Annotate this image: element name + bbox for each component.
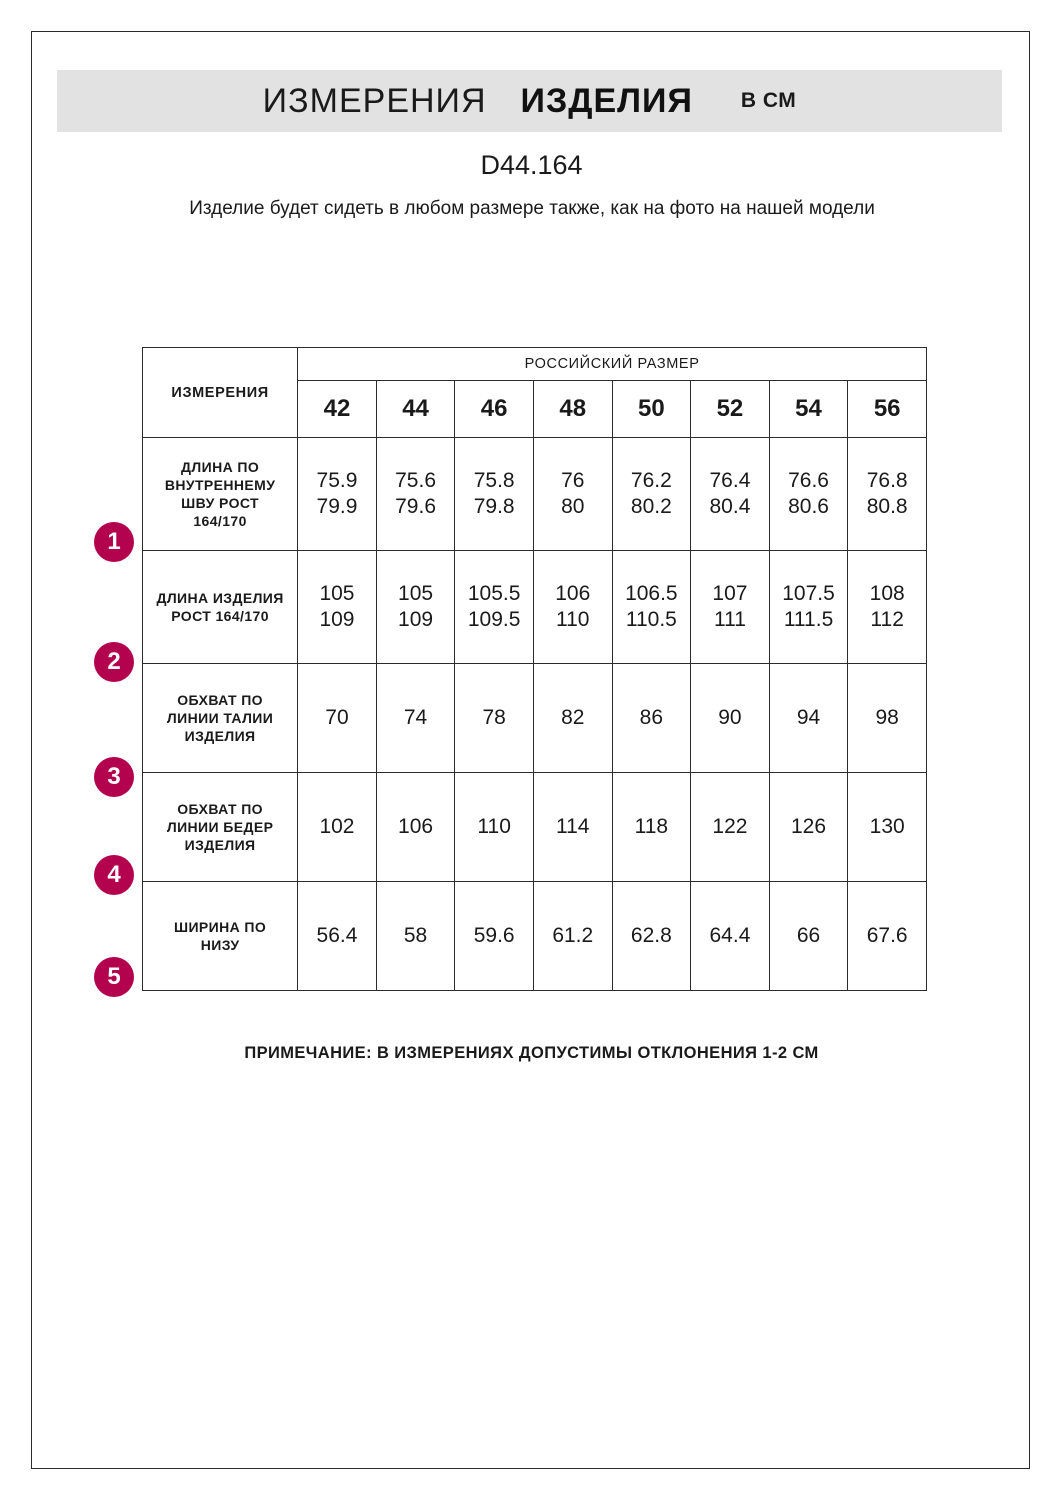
column-header-size-44: 44 [376,381,455,438]
cell-r2-c44 [376,551,455,664]
table-row [143,882,927,991]
fit-subtitle: Изделие будет сидеть в любом размере также, как на фото на нашей модели [189,198,875,219]
row-label-inseam-length: ДЛИНА ПО ВНУТРЕННЕМУ ШВУ РОСТ 164/170 [143,438,298,551]
cell-r2-c46 [455,551,534,664]
cell-r1-c56 [848,438,927,551]
cell-value-top: 105.5 [467,582,521,605]
cell-r5-c56: 67.6 [848,882,927,991]
cell-r4-c54: 126 [769,773,848,882]
cell-r5-c46: 59.6 [455,882,534,991]
table-row [143,551,927,664]
table-group-header-row [143,348,927,381]
column-header-size-52: 52 [691,381,770,438]
row-label-product-length: ДЛИНА ИЗДЕЛИЯ РОСТ 164/170 [143,551,298,664]
cell-r2-c42 [298,551,377,664]
cell-r1-c44 [376,438,455,551]
page-title-product: ИЗДЕЛИЯ [520,81,693,120]
row-label-hip-girth: ОБХВАТ ПО ЛИНИИ БЕДЕР ИЗДЕЛИЯ [143,773,298,882]
cell-r3-c54: 94 [769,664,848,773]
row-marker-5: 5 [94,957,134,997]
cell-r3-c50: 86 [612,664,691,773]
cell-r4-c56: 130 [848,773,927,882]
cell-r3-c42: 70 [298,664,377,773]
cell-r2-c54 [769,551,848,664]
column-header-measurements: ИЗМЕРЕНИЯ [143,348,298,438]
cell-r2-c48 [533,551,612,664]
cell-value-bottom: 109.5 [467,608,521,631]
cell-value-bottom: 80.4 [709,495,751,518]
cell-r5-c48: 61.2 [533,882,612,991]
cell-r4-c46: 110 [455,773,534,882]
cell-value-top: 105 [398,582,434,605]
units-label: В СМ [740,89,797,112]
cell-value-bottom: 112 [870,608,904,631]
row-label-bottom-width: ШИРИНА ПО НИЗУ [143,882,298,991]
cell-value-top: 76.2 [630,469,672,492]
cell-value-bottom: 109 [398,608,434,631]
cell-r4-c52: 122 [691,773,770,882]
cell-value-top: 106 [555,582,591,605]
row-marker-4: 4 [94,855,134,895]
cell-r5-c52: 64.4 [691,882,770,991]
row-marker-1: 1 [94,522,134,562]
cell-r4-c42: 102 [298,773,377,882]
cell-value-top: 75.9 [316,469,358,492]
table-row [143,773,927,882]
cell-value-top: 107.5 [782,582,835,605]
cell-value-bottom: 80.8 [866,495,908,518]
cell-value-top: 75.8 [473,469,515,492]
cell-value-top: 76.6 [788,469,829,492]
column-header-size-42: 42 [298,381,377,438]
cell-value-bottom: 111.5 [783,608,834,631]
column-header-size-46: 46 [455,381,534,438]
cell-r1-c54 [769,438,848,551]
product-code: D44.164 [480,150,583,180]
cell-value-top: 107 [712,582,748,605]
cell-value-top: 106.5 [625,582,678,605]
cell-value-bottom: 109 [319,608,355,631]
cell-r5-c50: 62.8 [612,882,691,991]
size-table-wrapper [142,347,927,991]
column-header-size-56: 56 [848,381,927,438]
cell-r2-c52 [691,551,770,664]
column-header-size-48: 48 [533,381,612,438]
column-header-size-54: 54 [769,381,848,438]
cell-r1-c48 [533,438,612,551]
cell-r3-c46: 78 [455,664,534,773]
cell-r5-c54: 66 [769,882,848,991]
cell-value-top: 76 [561,469,585,492]
cell-value-top: 105 [319,582,355,605]
cell-r5-c44: 58 [376,882,455,991]
cell-r2-c50 [612,551,691,664]
cell-value-bottom: 79.6 [395,495,436,518]
cell-value-bottom: 110.5 [625,608,677,631]
cell-value-bottom: 80.6 [788,495,829,518]
table-row [143,438,927,551]
cell-r3-c48: 82 [533,664,612,773]
cell-value-bottom: 80 [561,495,585,518]
cell-r1-c42 [298,438,377,551]
cell-value-bottom: 79.9 [316,495,358,518]
cell-value-bottom: 110 [556,608,590,631]
column-header-size-50: 50 [612,381,691,438]
cell-value-top: 76.4 [709,469,751,492]
cell-value-bottom: 79.8 [473,495,515,518]
cell-r4-c48: 114 [533,773,612,882]
row-label-waist-girth: ОБХВАТ ПО ЛИНИИ ТАЛИИ ИЗДЕЛИЯ [143,664,298,773]
cell-r1-c46 [455,438,534,551]
cell-value-bottom: 80.2 [630,495,672,518]
cell-value-top: 75.6 [395,469,436,492]
cell-value-top: 76.8 [866,469,908,492]
cell-r4-c44: 106 [376,773,455,882]
measurement-tolerance-note: ПРИМЕЧАНИЕ: В ИЗМЕРЕНИЯХ ДОПУСТИМЫ ОТКЛОНЕНИЯ 1-2 СМ [244,1044,819,1062]
size-table [142,347,927,991]
cell-r1-c52 [691,438,770,551]
page-title-measurements: ИЗМЕРЕНИЯ [262,81,487,120]
cell-r3-c56: 98 [848,664,927,773]
cell-r3-c44: 74 [376,664,455,773]
cell-r4-c50: 118 [612,773,691,882]
column-group-header-russian-size: РОССИЙСКИЙ РАЗМЕР [298,348,927,381]
cell-r1-c50 [612,438,691,551]
header-band [57,70,1002,132]
cell-r3-c52: 90 [691,664,770,773]
cell-r5-c42: 56.4 [298,882,377,991]
cell-value-top: 108 [869,582,905,605]
row-marker-3: 3 [94,757,134,797]
document-frame [31,31,1030,1469]
table-row [143,664,927,773]
cell-value-bottom: 111 [713,608,746,631]
row-marker-2: 2 [94,642,134,682]
cell-r2-c56 [848,551,927,664]
